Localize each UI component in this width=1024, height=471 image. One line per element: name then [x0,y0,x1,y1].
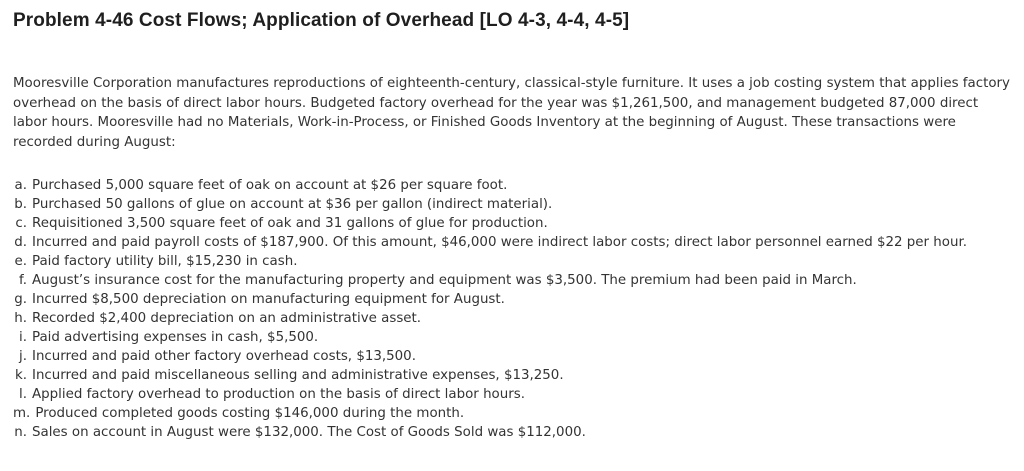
transaction-letter: l. [19,387,27,402]
transaction-item [13,290,1016,309]
transaction-text: Incurred and paid miscellaneous selling and administrative expenses, $13,250. [32,368,564,383]
transaction-item [13,347,1016,366]
transaction-item [13,328,1016,347]
transaction-text: August’s insurance cost for the manufacturing property and equipment was $3,500. The premium had been paid in March. [32,273,857,288]
transaction-item [13,271,1016,290]
transaction-item [13,195,1016,214]
transaction-item [13,252,1016,271]
transaction-text: Purchased 5,000 square feet of oak on account at $26 per square foot. [32,178,508,193]
transaction-letter: k. [14,368,27,383]
transaction-item [13,366,1016,385]
transaction-item [13,404,1016,423]
transaction-letter: b. [14,197,27,212]
transaction-letter: m. [13,406,31,421]
transaction-text: Incurred and paid other factory overhead costs, $13,500. [32,349,416,364]
transaction-letter: c. [15,216,27,231]
transaction-letter: f. [19,273,27,288]
transaction-text: Sales on account in August were $132,000. The Cost of Goods Sold was $112,000. [32,425,586,440]
transaction-text: Purchased 50 gallons of glue on account at $36 per gallon (indirect material). [32,197,553,212]
transaction-letter: g. [14,292,27,307]
transaction-letter: i. [19,330,27,345]
problem-intro: Mooresville Corporation manufactures reproductions of eighteenth-century, classical-style furniture. It uses a job costing system that applies factory overhead on the basis of direct labor hours. Budgeted factory overhead for the year was $1,261,500, and management budgeted 87,000 direct labor hours. Mooresville had no Materials, Work-in-Process, or Finished Goods Inventory at the beginning of August. These transactions were recorded during August: [13,76,1010,150]
transaction-item [13,176,1016,195]
transaction-item [13,309,1016,328]
transaction-item [13,214,1016,233]
transaction-letter: d. [14,235,27,250]
transaction-letter: j. [19,349,27,364]
transaction-item [13,233,1016,252]
transaction-text: Incurred and paid payroll costs of $187,900. Of this amount, $46,000 were indirect labor costs; direct labor personnel earned $22 per hour. [32,235,967,250]
transaction-letter: e. [14,254,27,269]
transaction-item [13,423,1016,442]
transaction-list [13,176,1016,442]
transaction-text: Applied factory overhead to production on the basis of direct labor hours. [32,387,525,402]
transaction-letter: a. [14,178,27,193]
transaction-item [13,385,1016,404]
transaction-letter: n. [14,425,27,440]
transaction-text: Paid advertising expenses in cash, $5,500. [32,330,319,345]
transaction-text: Requisitioned 3,500 square feet of oak and 31 gallons of glue for production. [32,216,548,231]
transaction-text: Recorded $2,400 depreciation on an administrative asset. [32,311,422,326]
problem-title: Problem 4-46 Cost Flows; Application of Overhead [LO 4-3, 4-4, 4-5] [13,10,630,31]
transaction-text: Incurred $8,500 depreciation on manufacturing equipment for August. [32,292,505,307]
transaction-text: Produced completed goods costing $146,000 during the month. [35,406,465,421]
transaction-letter: h. [14,311,27,326]
transaction-text: Paid factory utility bill, $15,230 in cash. [32,254,298,269]
